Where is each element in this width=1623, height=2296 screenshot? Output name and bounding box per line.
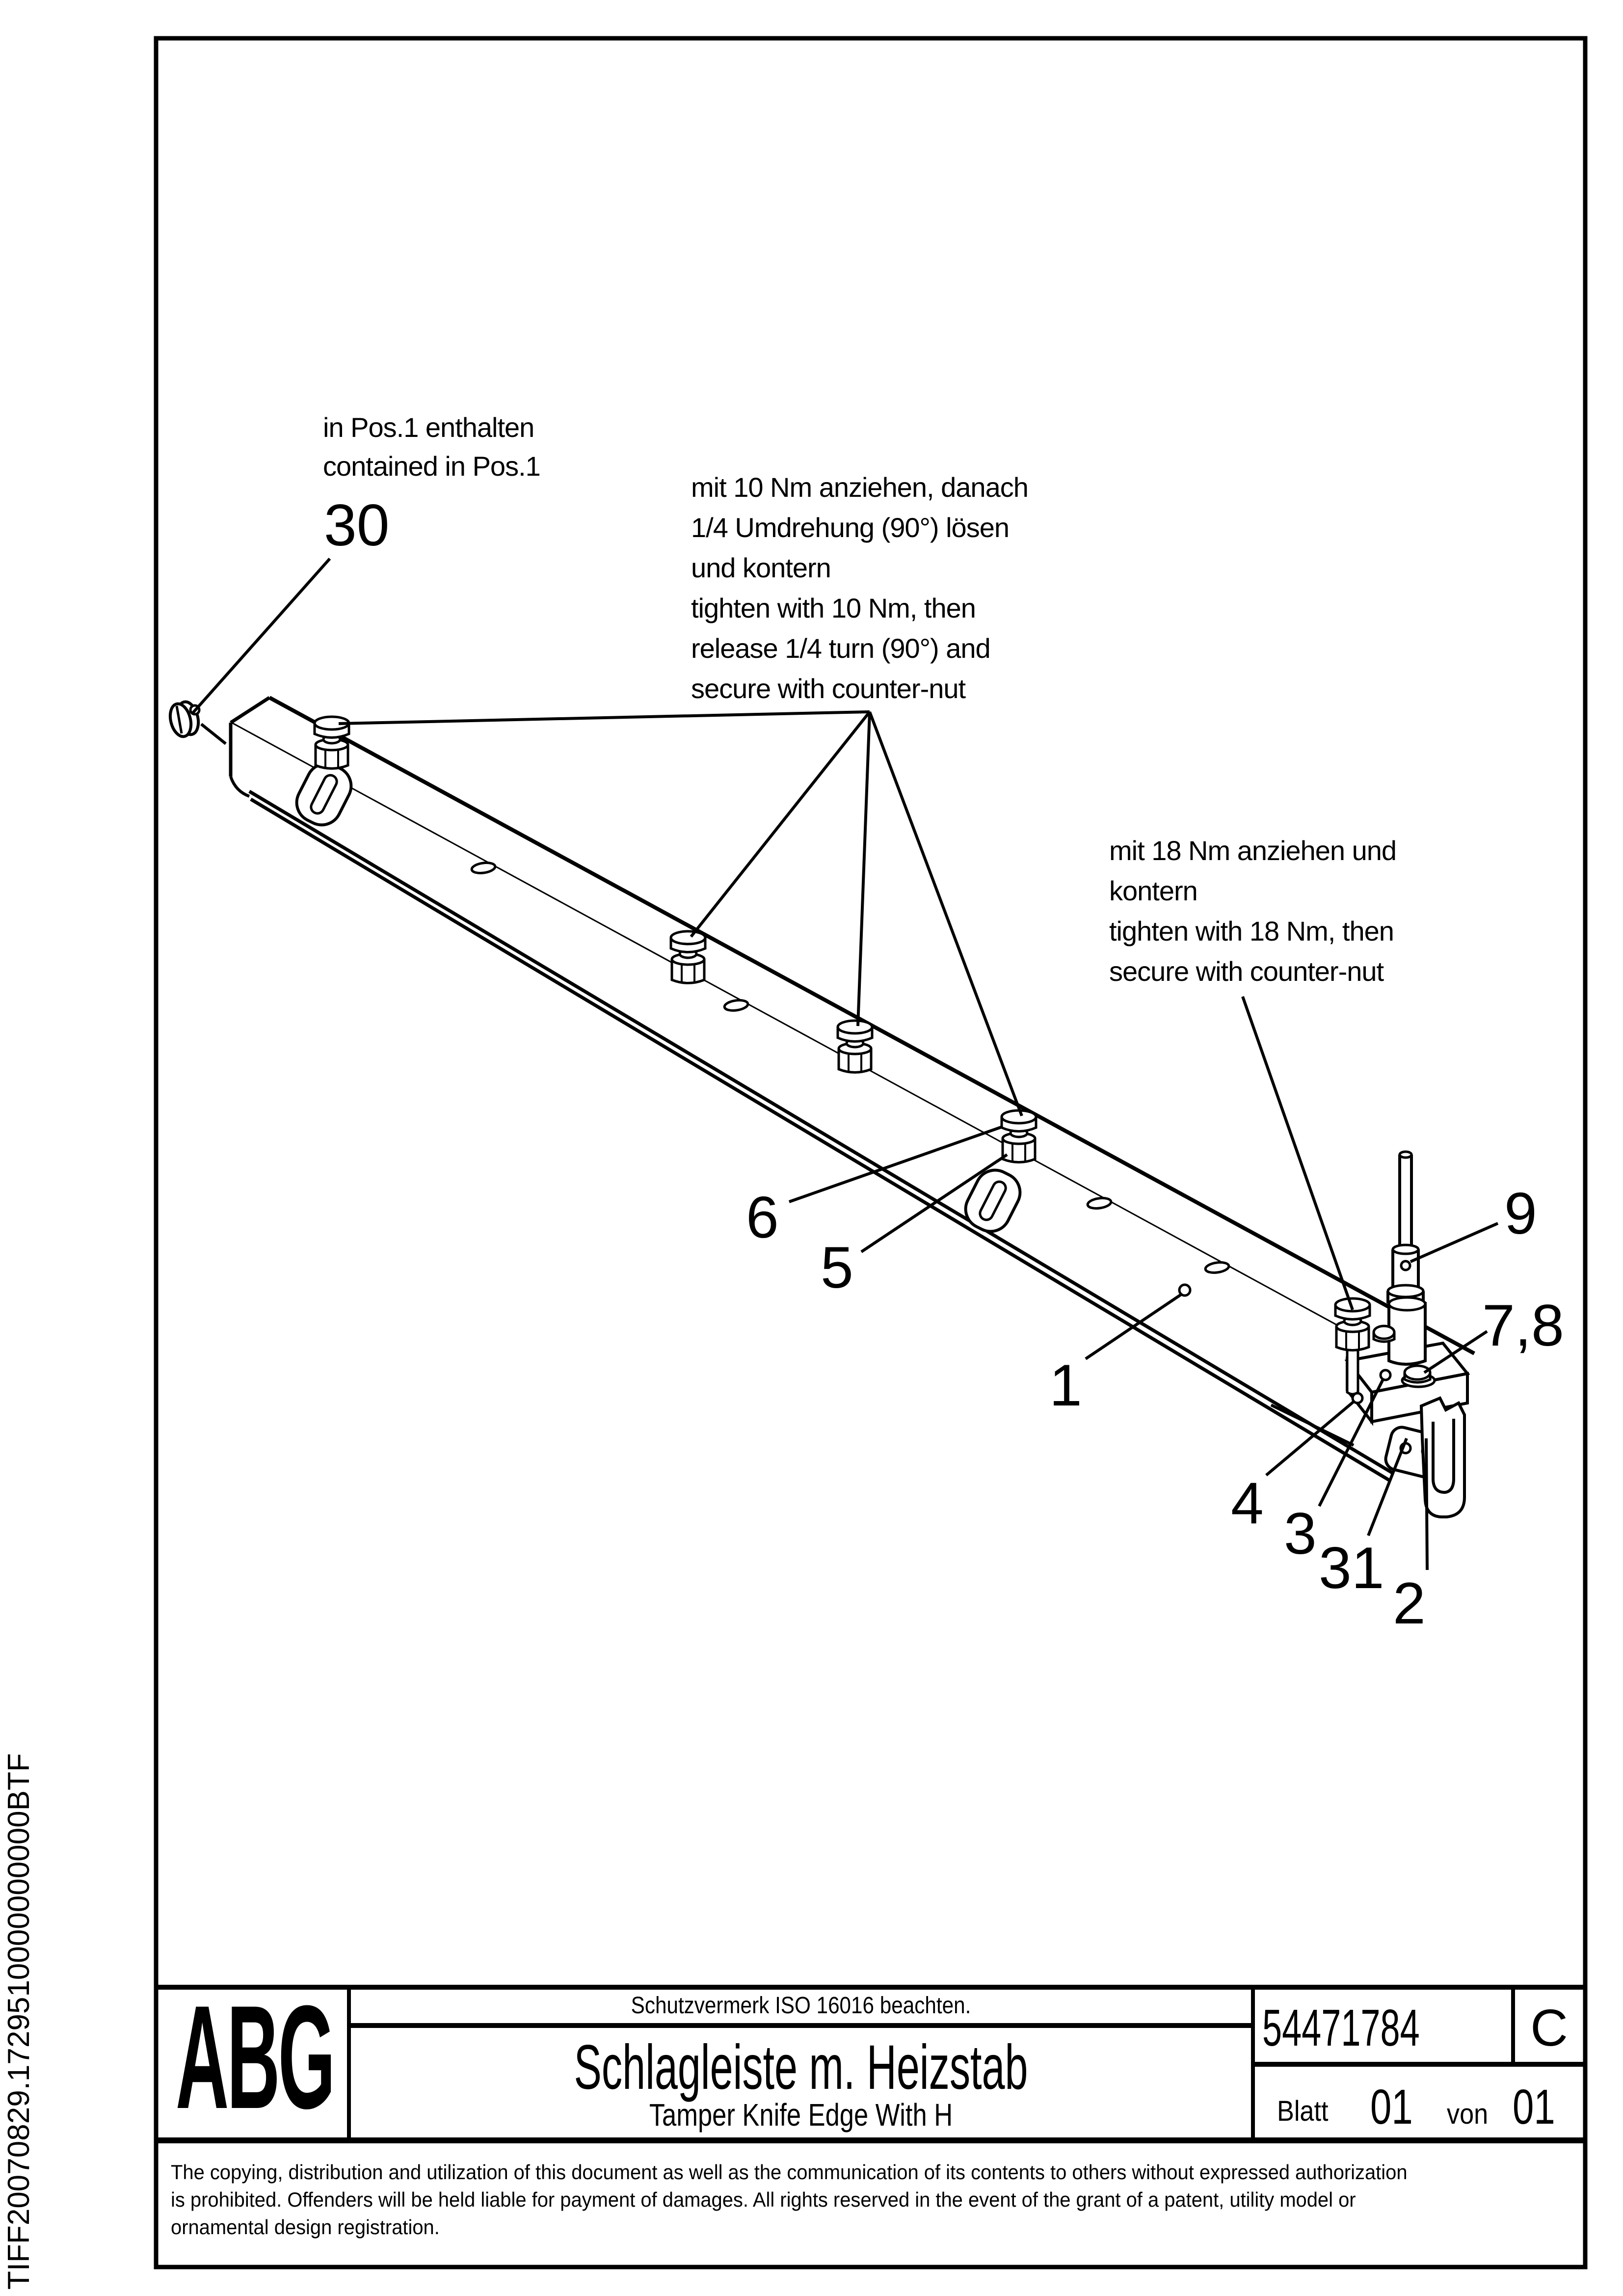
drawing-title-de: Schlagleiste m. Heizstab	[574, 2032, 1028, 2103]
sheet-of-label: von	[1447, 2098, 1489, 2130]
note-10nm-line2: 1/4 Umdrehung (90°) lösen	[691, 512, 1009, 543]
sheet-number: 01	[1370, 2080, 1413, 2134]
drawing-title-en: Tamper Knife Edge With H	[649, 2097, 953, 2133]
part-label-7-8: 7,8	[1482, 1293, 1564, 1358]
part-label-5: 5	[821, 1235, 853, 1300]
file-code-vertical: TIFF20070829.1729510000000000BTF	[2, 1753, 36, 2290]
note-18nm-line1: mit 18 Nm anziehen und	[1109, 835, 1397, 866]
note-10nm-line5: release 1/4 turn (90°) and	[691, 633, 990, 664]
part-label-31: 31	[1319, 1535, 1384, 1601]
tamper-bar	[231, 698, 1474, 1481]
drawing-number: 54471784	[1262, 1999, 1420, 2057]
part-label-2: 2	[1393, 1570, 1426, 1636]
revision-letter: C	[1530, 1999, 1568, 2057]
sheet-total: 01	[1513, 2080, 1555, 2134]
sheet-label: Blatt	[1277, 2095, 1329, 2127]
part-label-30: 30	[324, 492, 390, 558]
note-contained-line1: in Pos.1 enthalten	[323, 412, 534, 443]
note-18nm-line3: tighten with 18 Nm, then	[1109, 916, 1394, 946]
drawing-frame	[156, 38, 1585, 2267]
note-10nm-line1: mit 10 Nm anziehen, danach	[691, 472, 1028, 503]
bar-bolts	[315, 717, 1036, 1162]
legal-notice-line3: ornamental design registration.	[171, 2215, 440, 2239]
note-10nm-line4: tighten with 10 Nm, then	[691, 593, 976, 623]
part-label-9: 9	[1504, 1181, 1537, 1246]
bolt-2	[671, 931, 705, 983]
protection-notice: Schutzvermerk ISO 16016 beachten.	[631, 1993, 971, 2019]
note-18nm-line4: secure with counter-nut	[1109, 956, 1384, 987]
part-label-3: 3	[1284, 1501, 1317, 1567]
company-logo: ABG	[176, 1974, 334, 2139]
note-18nm-line2: kontern	[1109, 875, 1197, 906]
note-10nm-line3: und kontern	[691, 552, 831, 583]
part-30-disc	[167, 700, 201, 739]
legal-notice-line2: is prohibited. Offenders will be held liable for payment of damages. All rights reserved in the event of the grant of a patent, utility model or	[171, 2188, 1356, 2211]
part-label-1: 1	[1049, 1352, 1082, 1418]
bolt-3	[838, 1021, 872, 1073]
note-10nm-line6: secure with counter-nut	[691, 673, 966, 704]
part-label-6: 6	[746, 1185, 779, 1250]
note-contained-line2: contained in Pos.1	[323, 451, 540, 482]
legal-notice-line1: The copying, distribution and utilization of this document as well as the communication of its contents to others without expressed authorization	[171, 2161, 1408, 2184]
part-label-4: 4	[1231, 1470, 1264, 1536]
